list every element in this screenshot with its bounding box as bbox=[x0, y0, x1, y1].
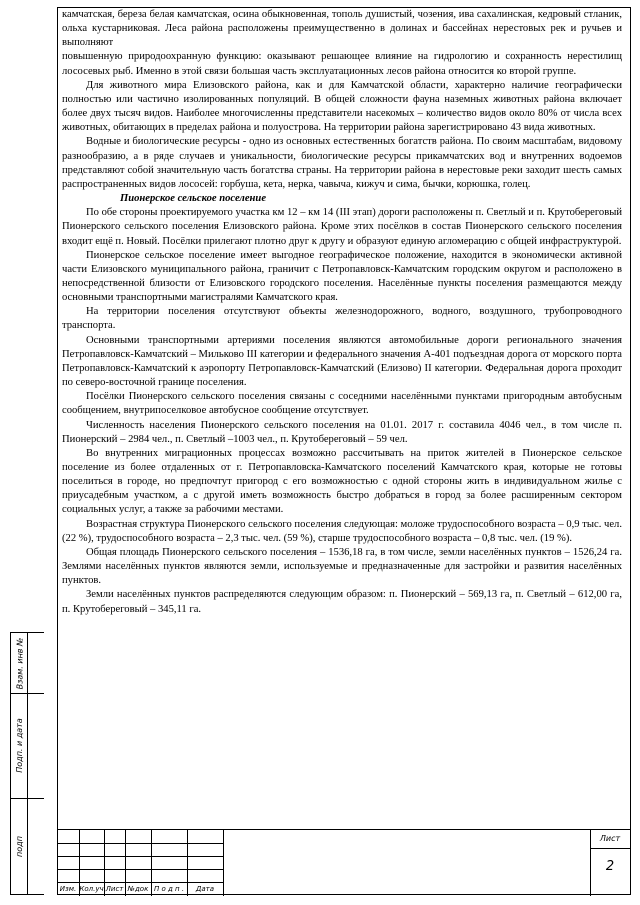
divider bbox=[11, 798, 44, 799]
divider bbox=[57, 843, 223, 844]
paragraph: Возрастная структура Пионерского сельского поселения следующая: моложе трудоспособного возраста – 0,9 тыс. чел. (22 %), трудоспособного возраста – 2,3 тыс. чел. (59 %), старше трудоспособного возраста – 0,8 тыс. чел. (19 %). bbox=[62, 518, 622, 544]
signature-date-label: Подп. и дата bbox=[15, 717, 24, 773]
document-body bbox=[62, 8, 622, 617]
divider bbox=[223, 830, 224, 896]
paragraph: Посёлки Пионерского сельского поселения связаны с соседними населёнными пунктами пригородным автобусным сообщением, внутрипоселковое автобусное сообщение отсутствует. bbox=[62, 391, 622, 417]
binding-strip bbox=[10, 632, 44, 895]
section-heading: Пионерское сельское поселение bbox=[120, 193, 267, 205]
sheet-caption: Лист bbox=[599, 834, 621, 843]
col-ndok-label: №док bbox=[127, 885, 149, 893]
col-kol-label: Кол.уч bbox=[79, 885, 104, 893]
divider bbox=[57, 869, 223, 870]
paragraph: Земли населённых пунктов распределяются следующим образом: п. Пионерский – 569,13 га, п. Светлый – 612,00 га, п. Крутобереговый – 345,11 га. bbox=[62, 589, 622, 615]
divider bbox=[11, 693, 44, 694]
paragraph: Основными транспортными артериями поселения являются автомобильные дороги регионального значения Петропавловск-Камчатский – Мильково III категории и федерального значения А-401 подъездная дорога от морского порта Петропавловск-Камчатский к аэропорту Петропавловск-Камчатский (Елизово) II категории. Федеральная дорога проходит по северо-восточной границе поселения. bbox=[62, 334, 622, 389]
divider bbox=[57, 856, 223, 857]
signature-label: подп bbox=[15, 835, 25, 857]
paragraph: Пионерское сельское поселение имеет выгодное географическое положение, находится в экономически активной части Елизовского муниципального района, граничит с Петропавловск-Камчатским городским округом и расположено в непосредственной близости от Елизовского городского поселения. Населённые пункты поселения размещаются между основными транспортными магистралями Камчатского края. bbox=[62, 249, 622, 304]
col-date-label: Дата bbox=[195, 885, 215, 893]
paragraph: камчатская, береза белая камчатская, осина обыкновенная, тополь душистый, чозения, ива сахалинская, кедровый стланик, ольха кустарниковая. Леса района расположены преимущественно в долинах и бассейнах нерестовых рек и ручьев и выполняют bbox=[62, 9, 622, 49]
paragraph: По обе стороны проектируемого участка км 12 – км 14 (III этап) дороги расположены п. Светлый и п. Крутобереговый Пионерского сельского поселения Елизовского района. Кроме этих посёлков в состав Пионерского сельского поселения входит ещё п. Новый. Посёлки прилегают плотно друг к другу и образуют единую агломерацию с общей инфраструктурой. bbox=[62, 207, 622, 247]
paragraph: Водные и биологические ресурсы - одно из основных естественных богатств района. По своим масштабам, видовому разнообразию, а в ряде случаев и уникальности, биологические ресурсы прикамчатских вод и внутренних водоемов представляют собой значительную часть богатства страны. На территории района в нерестовые реки заходит шесть самых распространенных видов лососей: горбуша, кета, нерка, чавыча, кижуч и сима, бычки, корюшка, голец. bbox=[62, 136, 622, 190]
col-list-label: Лист bbox=[105, 885, 124, 893]
paragraph: Общая площадь Пионерского сельского поселения – 1536,18 га, в том числе, земли населённых пунктов – 1526,24 га. Землями населённых пунктов являются земли, используемые и предназначенные для застройки и развития населённых пунктов. bbox=[62, 546, 622, 587]
replace-inventory-label: Взам. инв № bbox=[15, 637, 24, 689]
paragraph: На территории поселения отсутствуют объекты железнодорожного, водного, воздушного, трубопроводного транспорта. bbox=[62, 306, 622, 332]
paragraph: Во внутренних миграционных процессах возможно рассчитывать на приток жителей в Пионерское сельское поселение из более отдаленных от г. Петропавловска-Камчатского поселений Камчатского края, которые не готовы поселиться в городе, но предпочтут пригород с его возможностью с одной стороны жить в индивидуальном жилье с приусадебным участком, а с другой иметь возможность быстро добраться в город за более расширенным сектором социальных услуг, а также за рабочими местами. bbox=[62, 447, 622, 516]
title-block bbox=[57, 829, 631, 895]
paragraph: Для животного мира Елизовского района, как и для Камчатской области, характерно наличие географически полностью или частично изолированных популяций. В общей сложности фауна наземных животных района включает более двух тысяч видов. Наиболее многочисленны представители насекомых – количество видов около 80% от числа всех животных, обитающих в пределах района и полуострова. На территории района зарегистрировано 43 вида животных. bbox=[62, 79, 622, 134]
paragraph: Численность населения Пионерского сельского поселения на 01.01. 2017 г. составила 4046 чел., в том числе п. Пионерский – 2984 чел., п. Светлый –1003 чел., п. Крутобереговый – 59 чел. bbox=[62, 419, 622, 445]
sheet-number: 2 bbox=[605, 859, 615, 874]
paragraph: повышенную природоохранную функцию: оказывают решающее влияние на гидрологию и сохранность нерестилищ лососевых рыб. Именно в этой связи большая часть эксплуатационных лесов района относится ко второй группе. bbox=[62, 51, 622, 77]
col-izm-label: Изм. bbox=[59, 885, 77, 893]
col-podp-label: П о д п . bbox=[153, 885, 185, 893]
